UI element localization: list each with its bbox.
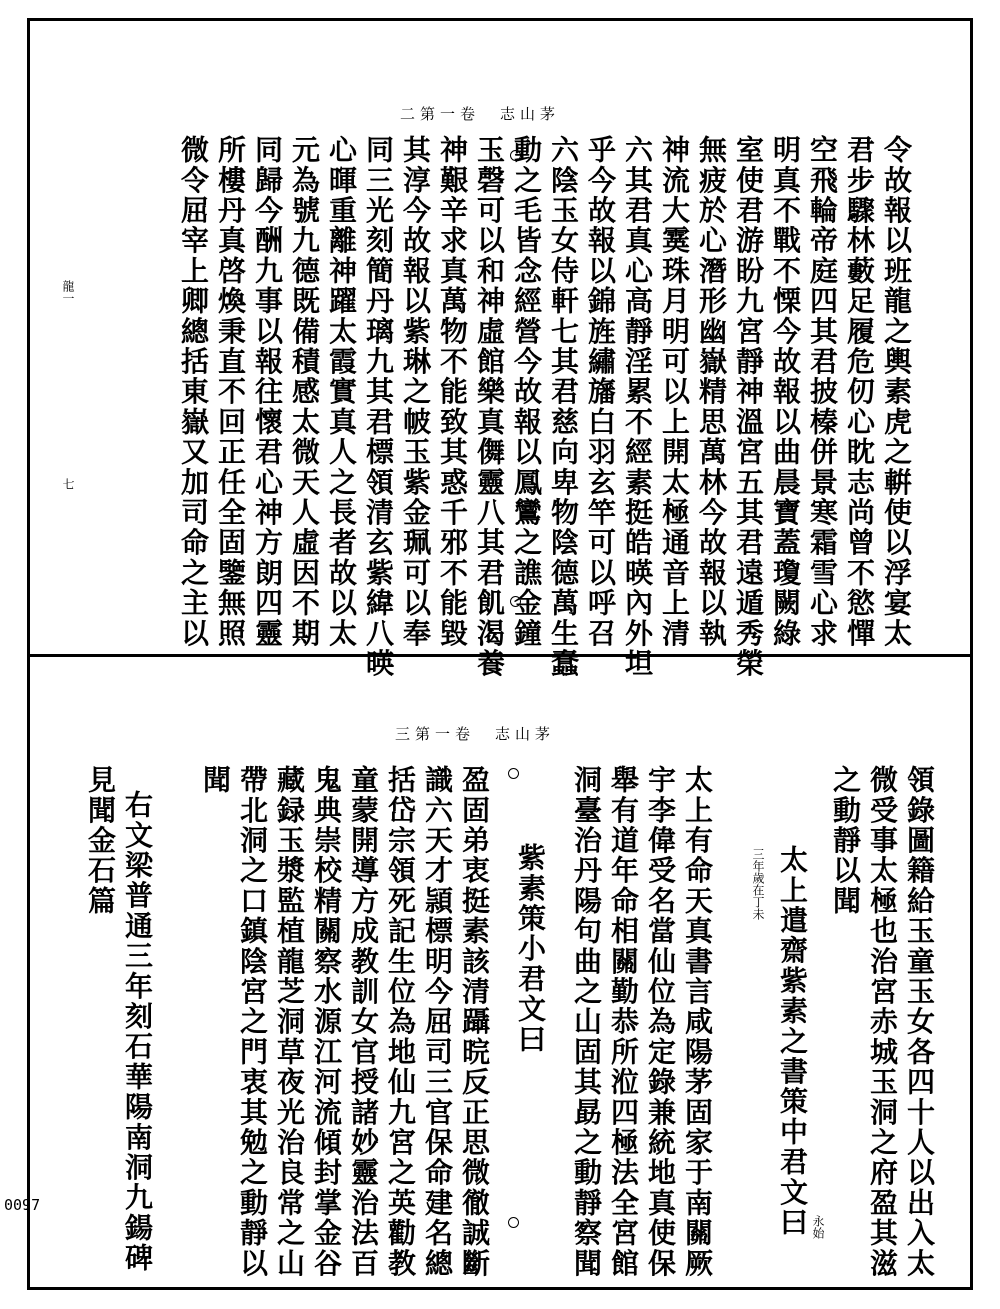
paragraph-circle-mark	[510, 596, 521, 607]
top-column: 令故報以班龍之輿素虎之輧使以浮宴太	[880, 135, 913, 649]
top-column: 同三光刻簡丹璃九其君標領清玄紫緯八暎	[362, 135, 395, 679]
top-column: 空飛輪帝庭四其君披榛併景寒霜雪心求	[806, 135, 839, 649]
bottom-column: 微受事太極也治宮赤城玉洞之府盈其滋	[866, 765, 899, 1279]
bottom-column: 太上遣齋紫素之書策中君文曰	[776, 845, 809, 1238]
top-column: 君步驟林藪足履危仞心眈志尚曾不慾憚	[843, 135, 876, 649]
bottom-column: 右文梁普通三年刻石華陽南洞九鍚碑	[121, 790, 154, 1274]
bottom-small-note: 三年歲在丁未	[751, 848, 765, 920]
bottom-column: 盈固弟衷挺素該清躡晥反正思微徹誠斷	[458, 765, 491, 1279]
top-column: 無疲於心潛形幽嶽精思萬林今故報以執	[695, 135, 728, 649]
top-margin-note: 龍一	[61, 280, 75, 304]
top-column: 神艱辛求真萬物不能致其惑千邪不能毀	[436, 135, 469, 649]
bottom-column: 洞臺治丹陽句曲之山固其勗之動靜察聞	[570, 765, 603, 1279]
top-column: 神流大霙珠月明可以上開太極通音上清	[658, 135, 691, 649]
bottom-small-note: 永始	[811, 1215, 825, 1239]
bottom-column: 童蒙開導方成教訓女官授諸妙靈治法百	[347, 765, 380, 1279]
bottom-column: 之動靜以聞	[829, 765, 862, 916]
paragraph-circle-mark	[510, 150, 521, 161]
bottom-page-header: 三第一卷 志山茅	[395, 725, 556, 743]
bottom-column: 領錄圖籍給玉童玉女各四十人以出入太	[903, 765, 936, 1279]
bottom-column: 舉有道年命相關勤恭所涖四極法全宮館	[607, 765, 640, 1279]
bottom-column: 括岱宗領死記生位為地仙九宮之英勸教	[384, 765, 417, 1279]
bottom-column: 紫素策小君文曰	[514, 843, 547, 1055]
bottom-column: 見聞金石篇	[84, 765, 117, 916]
bottom-column: 鬼典崇校精關察水源江河流傾封掌金谷	[310, 765, 343, 1279]
top-column: 所樓丹真啓煥秉直不回正任全固鑒無照	[214, 135, 247, 649]
paragraph-circle-mark	[508, 768, 519, 779]
bottom-column: 宇李偉受名當仙位為定錄兼統地真使保	[644, 765, 677, 1279]
top-page-header: 二第一卷 志山茅	[400, 105, 561, 123]
bottom-column: 聞	[199, 765, 232, 796]
top-column: 六其君真心高靜淫累不經素挺皓暎內外坦	[621, 135, 654, 679]
paragraph-circle-mark	[508, 1217, 519, 1228]
top-column: 其淳今故報以紫琳之帔玉紫金珮可以奉	[399, 135, 432, 649]
top-column: 微令屈宰上卿總括東嶽又加司命之主以	[177, 135, 210, 649]
top-column: 玉磬可以和神虛館樂真儛靈八其君飢渴養	[473, 135, 506, 679]
top-column: 元為號九德既備積感太微天人虛因不期	[288, 135, 321, 649]
top-column: 心暉重離神躍太霞實真人之長者故以太	[325, 135, 358, 649]
top-margin-note: 七	[61, 478, 75, 490]
bottom-column: 帶北洞之口鎮陰宮之門衷其勉之動靜以	[236, 765, 269, 1279]
top-column: 乎今故報以錦旌繡旛白羽玄竿可以呼召	[584, 135, 617, 649]
page-number: 0097	[4, 1196, 41, 1214]
bottom-column: 太上有命天真書言咸陽茅固家于南關厥	[681, 765, 714, 1279]
top-column: 同歸今酬九事以報往懷君心神方朗四靈	[251, 135, 284, 649]
top-column: 明真不戰不慄今故報以曲晨寶蓋瓊闕綠	[769, 135, 802, 649]
bottom-column: 藏録玉漿監植龍芝洞草夜光治良常之山	[273, 765, 306, 1279]
top-column: 動之毛皆念經營今故報以鳳鸞之譙金鐘	[510, 135, 543, 649]
top-column: 室使君游盼九宮靜神溫宮五其君遠遁秀榮	[732, 135, 765, 679]
bottom-column: 識六天才頴標明今屈司三官保命建名總	[421, 765, 454, 1279]
top-column: 六陰玉女侍軒七其君慈向卑物陰德萬生蠢	[547, 135, 580, 679]
